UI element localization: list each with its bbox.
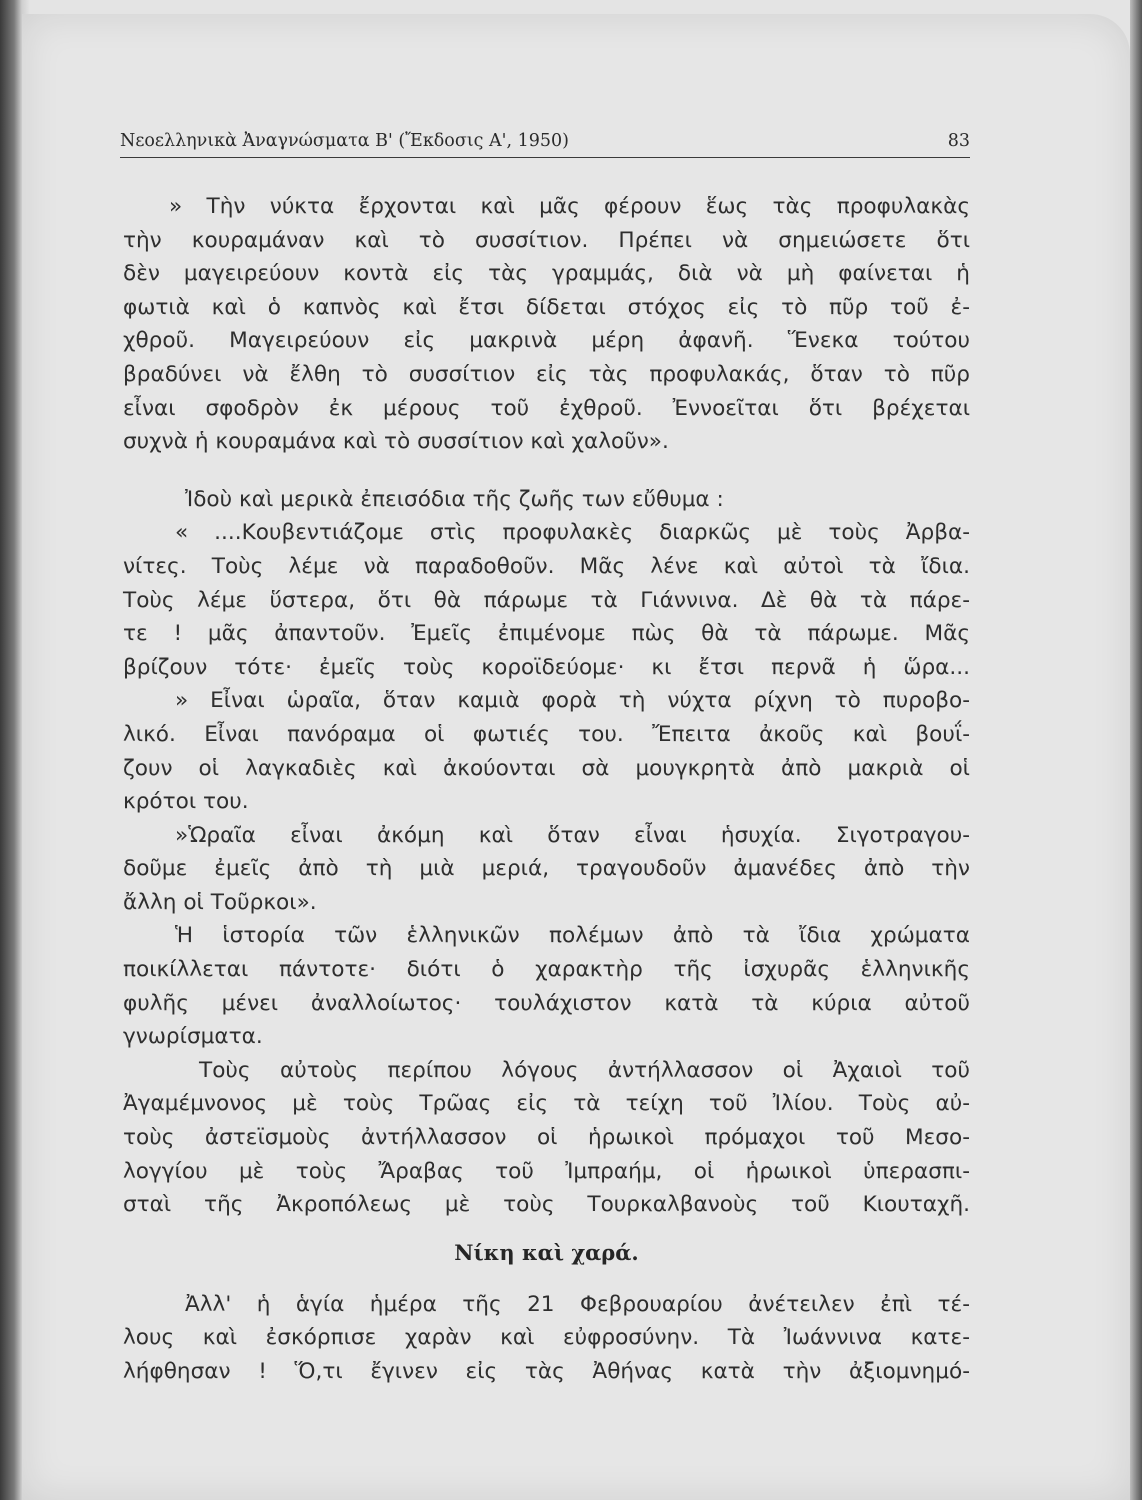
text-line: γνωρίσματα.	[123, 1024, 263, 1050]
text-line: λογγίου μὲ τοὺς Ἄραβας τοῦ Ἰμπραήμ, οἱ ἡρωικοὶ ὑπερασπι-	[123, 1158, 970, 1184]
text-line: νίτες. Τοὺς λέμε νὰ παραδοθοῦν. Μᾶς λένε καὶ αὐτοὶ τὰ ἴδια.	[123, 553, 970, 579]
header-title: Νεοελληνικὰ Ἀναγνώσματα Β' (Ἔκδοσις Α', 1950)	[120, 131, 569, 151]
text-line: κρότοι του.	[123, 789, 249, 815]
text-line: βραδύνει νὰ ἔλθη τὸ συσσίτιον εἰς τὰς προφυλακάς, ὅταν τὸ πῦρ	[123, 361, 970, 387]
text-line: ποικίλλεται πάντοτε· διότι ὁ χαρακτὴρ τῆς ἰσχυρᾶς ἑλληνικῆς	[123, 957, 970, 983]
text-line: τε ! μᾶς ἀπαντοῦν. Ἐμεῖς ἐπιμένομε πὼς θὰ τὰ πάρωμε. Μᾶς	[123, 621, 970, 647]
text-line: βρίζουν τότε· ἐμεῖς τοὺς κοροϊδεύομε· κι ἔτσι περνᾶ ἡ ὥρα...	[123, 654, 970, 680]
text-line: φυλῆς μένει ἀναλλοίωτος· τουλάχιστον κατὰ τὰ κύρια αὐτοῦ	[123, 990, 970, 1016]
text-line: » Εἶναι ὡραῖα, ὅταν καμιὰ φορὰ τὴ νύχτα ρίχνη τὸ πυροβο-	[175, 688, 970, 714]
text-line: Τοὺς λέμε ὕστερα, ὅτι θὰ πάρωμε τὰ Γιάννινα. Δὲ θὰ τὰ πάρε-	[123, 587, 970, 613]
text-line: Ἡ ἱστορία τῶν ἑλληνικῶν πολέμων ἀπὸ τὰ ἴδια χρώματα	[175, 923, 970, 949]
text-line: συχνὰ ἡ κουραμάνα καὶ τὸ συσσίτιον καὶ χαλοῦν».	[123, 429, 669, 455]
text-line: » Τὴν νύκτα ἔρχονται καὶ μᾶς φέρουν ἕως τὰς προφυλακὰς	[169, 194, 970, 219]
paragraph-gap	[123, 459, 970, 483]
page-number: 83	[947, 131, 970, 151]
text-line: λικό. Εἶναι πανόραμα οἱ φωτιές του. Ἔπειτα ἀκοῦς καὶ βουΐ-	[123, 721, 970, 747]
text-line: λήφθησαν ! Ὅ,τι ἔγινεν εἰς τὰς Ἀθήνας κατὰ τὴν ἀξιομνημό-	[123, 1359, 970, 1384]
text-line: δὲν μαγειρεύουν κοντὰ εἰς τὰς γραμμάς, διὰ νὰ μὴ φαίνεται ἡ	[123, 261, 970, 287]
running-header	[120, 131, 970, 158]
text-line: εἶναι σφοδρὸν ἐκ μέρους τοῦ ἐχθροῦ. Ἐννοεῖται ὅτι βρέχεται	[123, 395, 970, 421]
text-line: Τοὺς αὐτοὺς περίπου λόγους ἀντήλλασσον οἱ Ἀχαιοὶ τοῦ	[199, 1057, 970, 1083]
text-line: Ἰδοὺ καὶ μερικὰ ἐπεισόδια τῆς ζωῆς των εὔθυμα :	[185, 486, 724, 512]
paragraph-cooking	[123, 190, 970, 459]
text-line: φωτιὰ καὶ ὁ καπνὸς καὶ ἔτσι δίδεται στόχος εἰς τὸ πῦρ τοῦ ἐ-	[123, 294, 970, 320]
text-line: ἄλλη οἱ Τοῦρκοι».	[123, 889, 317, 915]
page-body	[123, 190, 970, 1389]
text-line: τὴν κουραμάναν καὶ τὸ συσσίτιον. Πρέπει νὰ σημειώσετε ὅτι	[123, 227, 970, 253]
text-line: ζουν οἱ λαγκαδιὲς καὶ ἀκούονται σὰ μουγκρητὰ ἀπὸ μακριὰ οἱ	[123, 755, 970, 781]
text-line: σταὶ τῆς Ἀκροπόλεως μὲ τοὺς Τουρκαλβανοὺς τοῦ Κιουταχῆ.	[123, 1192, 970, 1218]
paragraph-victory	[123, 1288, 970, 1389]
text-line: « ....Κουβεντιάζομε στὶς προφυλακὲς διαρκῶς μὲ τοὺς Ἀρβα-	[175, 520, 970, 546]
text-line: δοῦμε ἐμεῖς ἀπὸ τὴ μιὰ μεριά, τραγουδοῦν ἀμανέδες ἀπὸ τὴν	[123, 856, 970, 882]
text-line: »Ὡραῖα εἶναι ἀκόμη καὶ ὅταν εἶναι ἡσυχία. Σιγοτραγου-	[175, 822, 970, 848]
text-line: Ἀγαμέμνονος μὲ τοὺς Τρῶας εἰς τὰ τείχη τοῦ Ἰλίου. Τοὺς αὐ-	[123, 1091, 970, 1117]
scan-right-edge	[1130, 0, 1142, 1500]
section-heading: Νίκη καὶ χαρά.	[454, 1239, 639, 1265]
text-line: τοὺς ἀστεϊσμοὺς ἀντήλλασσον οἱ ἡρωικοὶ πρόμαχοι τοῦ Μεσο-	[123, 1125, 970, 1151]
text-line: Ἀλλ' ἡ ἁγία ἡμέρα τῆς 21 Φεβρουαρίου ἀνέτειλεν ἐπὶ τέ-	[185, 1291, 970, 1317]
text-line: λους καὶ ἐσκόρπισε χαρὰν καὶ εὐφροσύνην. Τὰ Ἰωάννινα κατε-	[123, 1325, 970, 1351]
paragraph-episodes	[123, 483, 970, 1222]
text-line: χθροῦ. Μαγειρεύουν εἰς μακρινὰ μέρη ἀφανῆ. Ἕνεκα τούτου	[123, 328, 970, 354]
